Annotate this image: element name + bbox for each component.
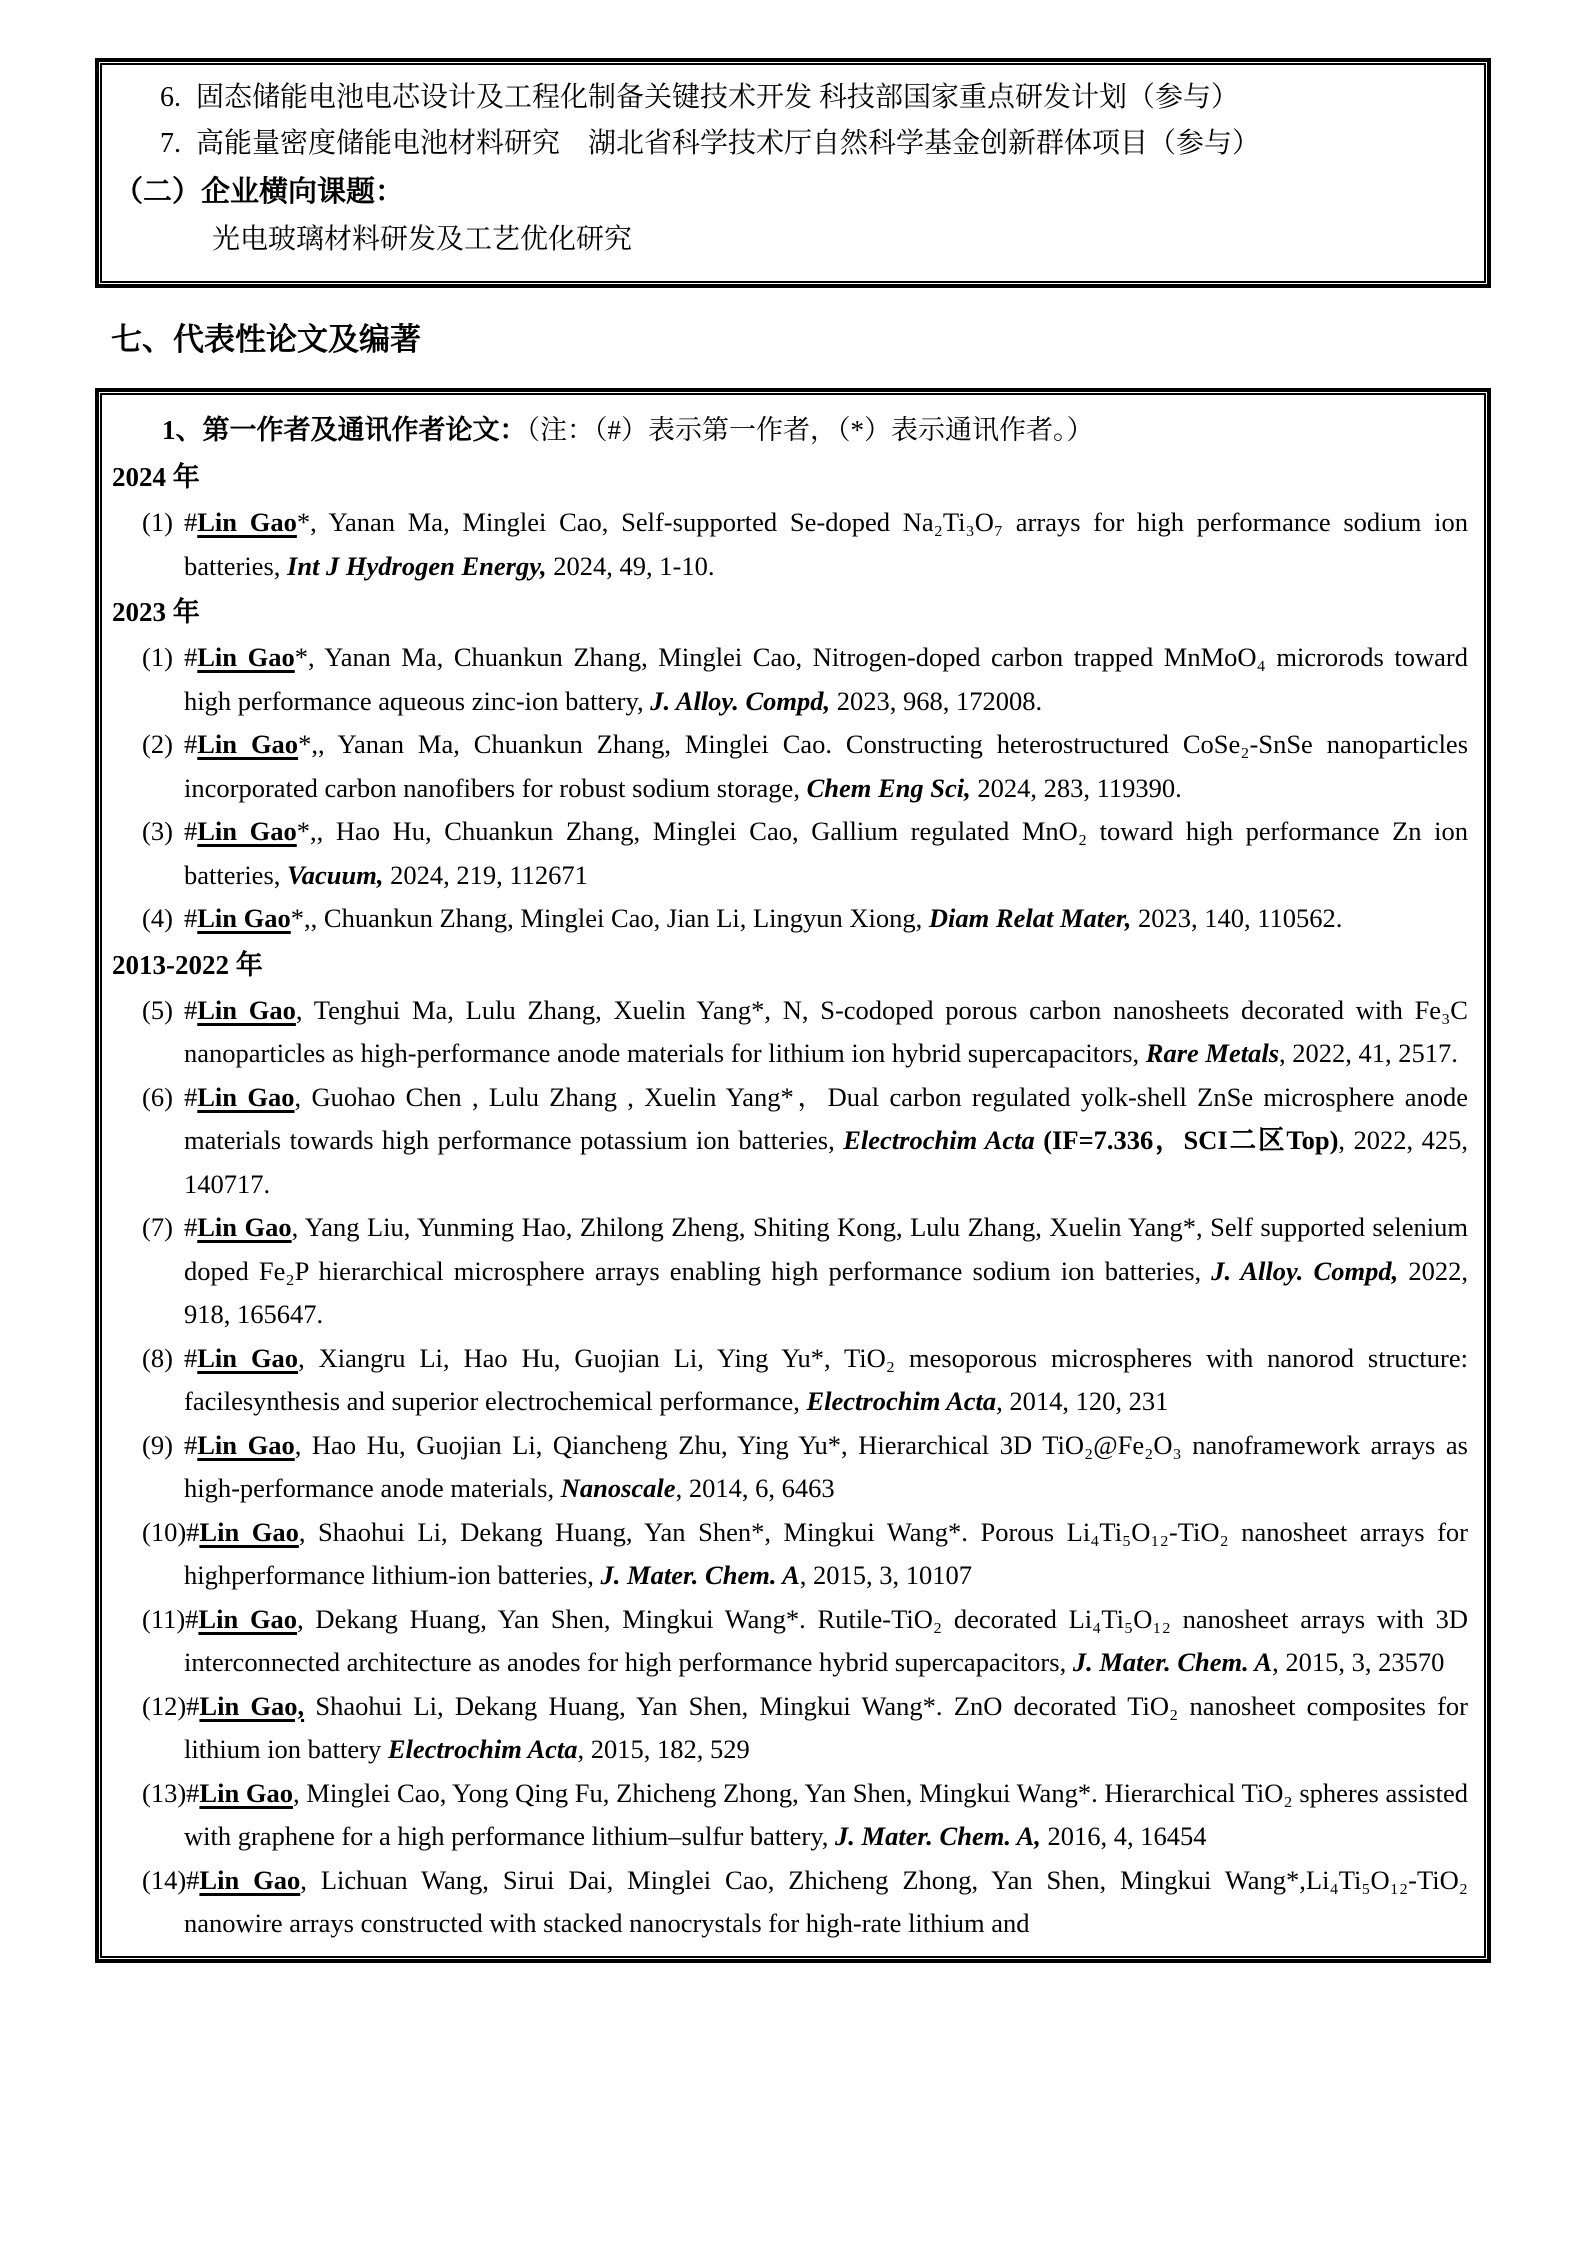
entry-text-segment: , Guohao Chen , Lulu Zhang , Xuelin Yang*，Dual carbon regulated yolk-shell ZnSe microsphere anode materials towards high performance potassium ion batteries, — [184, 1081, 1469, 1155]
entry-text-segment: J. Mater. Chem. A, — [835, 1821, 1041, 1851]
entry-text-segment: *,, Yanan Ma, Chuankun Zhang, Minglei Cao. Constructing heterostructured CoSe₂-SnSe nanoparticles incorporated carbon nanofibers for robust sodium storage, — [184, 729, 1469, 803]
entry-text-segment: Chem Eng Sci, — [806, 772, 971, 803]
entry-number: (3) — [142, 816, 173, 846]
entry-text-segment: # — [184, 903, 198, 933]
entry-text-segment: Electrochim Acta — [806, 1386, 997, 1416]
entry-text-segment: Vacuum, — [287, 859, 384, 890]
entry-text-segment: Lin Gao, — [199, 1690, 305, 1721]
entry-text-segment: 2024, 283, 119390. — [970, 772, 1182, 803]
entry-number: (7) — [142, 1212, 173, 1242]
publication-entry — [142, 1598, 1469, 1685]
publication-entry — [142, 1772, 1468, 1859]
entry-text-segment: , Minglei Cao, Yong Qing Fu, Zhicheng Zhong, Yan Shen, Mingkui Wang*. Hierarchical TiO₂ spheres assisted with graphene for a high performance lithium–sulfur battery, — [184, 1777, 1468, 1851]
entry-text-segment: , 2014, 120, 231 — [996, 1386, 1169, 1416]
entry-text-segment: Int J Hydrogen Energy, — [287, 550, 547, 581]
entry-text-segment: Lin Gao — [197, 642, 295, 672]
entry-text-segment: Lin Gao — [197, 729, 299, 759]
funding-item — [112, 121, 1470, 167]
entry-text-segment: # — [184, 507, 198, 537]
publication-entry — [142, 1337, 1468, 1424]
entry-text-segment: Diam Relat Mater, — [928, 903, 1132, 933]
publication-entry — [142, 723, 1469, 810]
entry-text-segment: , 2022, 425, 140717. — [184, 1125, 1469, 1199]
publication-header-note: （注：（#）表示第一作者，（*）表示通讯作者。） — [526, 415, 1094, 445]
publication-entry — [142, 1424, 1468, 1511]
funding-item-number: 7. — [160, 128, 181, 159]
entry-text-segment: Lin Gao — [197, 1342, 299, 1373]
entry-number: (11) — [142, 1603, 186, 1634]
entry-text-segment: Lin Gao — [197, 816, 297, 846]
funding-item-number: 6. — [160, 82, 181, 113]
entry-text-segment: # — [184, 1429, 198, 1460]
entry-text-segment: Lin Gao — [197, 1081, 295, 1112]
entry-text-segment: # — [184, 642, 198, 672]
entry-text-segment: 2024, 49, 1-10. — [546, 550, 715, 581]
entry-number: (12) — [142, 1690, 187, 1721]
entry-text-segment: , 2015, 182, 529 — [577, 1734, 750, 1764]
entry-text-segment: 2016, 4, 16454 — [1040, 1821, 1207, 1851]
entry-text-segment: Lin Gao — [199, 1864, 301, 1895]
publication-header-title: 1、第一作者及通讯作者论文： — [162, 415, 527, 445]
entry-text-segment: 2023, 140, 110562. — [1131, 903, 1343, 933]
entry-text-segment: Lin Gao — [197, 1212, 292, 1242]
entry-text-segment: # — [184, 994, 198, 1025]
entry-text-segment: # — [184, 1081, 198, 1112]
entry-text-segment: J. Alloy. Compd, — [1211, 1255, 1399, 1286]
publication-entry — [142, 1859, 1468, 1946]
publication-box — [95, 388, 1491, 1963]
entry-text-segment: , 2015, 3, 10107 — [799, 1560, 973, 1590]
entry-text-segment: Lin Gao — [197, 994, 296, 1025]
entry-text-segment: # — [184, 1212, 198, 1242]
entry-text-segment — [1035, 1125, 1044, 1155]
entry-text-segment: , Xiangru Li, Hao Hu, Guojian Li, Ying Yu*, TiO₂ mesoporous microspheres with nanorod structure: facilesynthesis and superior electrochemical performance, — [184, 1342, 1468, 1416]
entry-text-segment: Lin Gao — [197, 1429, 295, 1460]
entry-text-segment: J. Mater. Chem. A — [600, 1560, 800, 1590]
entry-text-segment: *, Yanan Ma, Chuankun Zhang, Minglei Cao, Nitrogen-doped carbon trapped MnMoO₄ microrods toward high performance aqueous zinc-ion battery, — [184, 642, 1468, 716]
publication-entry — [142, 1076, 1469, 1207]
publication-entry — [142, 501, 1468, 588]
entry-text-segment: Lin Gao — [198, 1603, 298, 1634]
entry-text-segment: 2024, 219, 112671 — [383, 859, 588, 890]
entry-text-segment: Shaohui Li, Dekang Huang, Yan Shen, Mingkui Wang*. ZnO decorated TiO₂ nanosheet composites for lithium ion battery — [184, 1690, 1469, 1764]
publication-list-header — [162, 407, 1468, 453]
entry-text-segment: , 2015, 3, 23570 — [1272, 1647, 1445, 1677]
entry-text-segment: , 2022, 41, 2517. — [1279, 1038, 1458, 1068]
entry-text-segment: (IF=7.336，SCI二区Top) — [1043, 1125, 1339, 1155]
entry-text-segment: Nanoscale — [560, 1473, 676, 1503]
entry-text-segment: *, Yanan Ma, Minglei Cao, Self-supported Se-doped Na₂Ti₃O₇ arrays for high performance sodium ion batteries, — [184, 507, 1468, 581]
entry-text-segment: # — [186, 1690, 200, 1721]
publication-entry — [142, 636, 1468, 723]
entry-text-segment: , Lichuan Wang, Sirui Dai, Minglei Cao, Zhicheng Zhong, Yan Shen, Mingkui Wang*,Li₄Ti₅O₁₂-TiO₂ nanowire arrays constructed with stacked nanocrystals for high-rate lithium and — [184, 1864, 1468, 1938]
funding-item — [112, 75, 1470, 121]
entry-number: (14) — [142, 1864, 187, 1895]
publication-entry — [142, 1511, 1469, 1598]
funding-item-text: 固态储能电池电芯设计及工程化制备关键技术开发 科技部国家重点研发计划（参与） — [196, 82, 1240, 113]
funding-box-inner — [100, 63, 1486, 283]
entry-number: (1) — [142, 507, 173, 537]
entry-text-segment: # — [186, 1864, 200, 1895]
entry-text-segment: 2022, 918, 165647. — [184, 1255, 1469, 1329]
entry-text-segment: # — [185, 1603, 199, 1634]
funding-items — [112, 75, 1470, 167]
funding-item-text: 高能量密度储能电池材料研究 湖北省科学技术厅自然科学基金创新群体项目（参与） — [196, 128, 1261, 159]
publication-groups — [112, 453, 1468, 1946]
subsection-item: 光电玻璃材料研发及工艺优化研究 — [212, 224, 633, 255]
entry-text-segment: *,, Hao Hu, Chuankun Zhang, Minglei Cao, Gallium regulated MnO₂ toward high performance Zn ion batteries, — [184, 816, 1469, 890]
section-heading: 七、代表性论文及编著 — [111, 322, 421, 357]
publication-entry — [142, 989, 1468, 1076]
entry-text-segment: , Dekang Huang, Yan Shen, Mingkui Wang*. Rutile-TiO₂ decorated Li₄Ti₅O₁₂ nanosheet arrays with 3D interconnected architecture as anodes for high performance hybrid supercapacitors, — [184, 1603, 1469, 1677]
entry-text-segment: # — [184, 816, 198, 846]
publication-entry — [142, 1206, 1469, 1337]
entry-text-segment: Lin Gao — [199, 1516, 299, 1547]
entry-text-segment: Lin Gao — [197, 507, 297, 537]
publication-box-inner — [100, 393, 1486, 1958]
entry-text-segment: # — [186, 1777, 200, 1808]
subsection-heading: （二）企业横向课题： — [114, 176, 405, 208]
entry-number: (13) — [142, 1777, 187, 1808]
entry-number: (9) — [142, 1429, 173, 1460]
entry-text-segment: , Yang Liu, Yunming Hao, Zhilong Zheng, Shiting Kong, Lulu Zhang, Xuelin Yang*, Self supported selenium doped Fe₂P hierarchical microsphere arrays enabling high performance sodium ion batteries, — [184, 1212, 1468, 1286]
funding-box — [95, 58, 1491, 288]
publication-entry — [142, 1685, 1469, 1772]
entry-text-segment: J. Mater. Chem. A — [1072, 1647, 1273, 1677]
entry-text-segment: J. Alloy. Compd, — [650, 685, 831, 716]
entry-text-segment: Lin Gao — [197, 903, 291, 933]
entry-text-segment: # — [184, 729, 198, 759]
entry-number: (5) — [142, 994, 173, 1025]
entry-text-segment: *,, Chuankun Zhang, Minglei Cao, Jian Li, Lingyun Xiong, — [290, 903, 929, 933]
entry-text-segment: # — [184, 1342, 198, 1373]
publication-entry — [142, 810, 1469, 897]
year-label: 2024 年 — [112, 462, 200, 492]
entry-number: (10) — [142, 1516, 187, 1547]
entry-text-segment: , 2014, 6, 6463 — [675, 1473, 835, 1503]
publication-entry — [142, 897, 1468, 941]
entry-text-segment: , Tenghui Ma, Lulu Zhang, Xuelin Yang*, N, S-codoped porous carbon nanosheets decorated with Fe₃C nanoparticles as high-performance anode materials for lithium ion hybrid supercapacitors, — [184, 994, 1468, 1068]
entry-text-segment: , Hao Hu, Guojian Li, Qiancheng Zhu, Ying Yu*, Hierarchical 3D TiO₂@Fe₂O₃ nanoframework arrays as high-performance anode materials, — [184, 1429, 1468, 1503]
year-label: 2013-2022 年 — [112, 949, 263, 980]
entry-text-segment: 2023, 968, 172008. — [830, 685, 1043, 716]
entry-text-segment: , Shaohui Li, Dekang Huang, Yan Shen*, Mingkui Wang*. Porous Li₄Ti₅O₁₂-TiO₂ nanosheet arrays for highperformance lithium-ion batteries, — [184, 1516, 1469, 1590]
entry-text-segment: # — [186, 1516, 200, 1547]
entry-text-segment: Lin Gao — [199, 1777, 294, 1808]
entry-text-segment: Electrochim Acta — [843, 1125, 1035, 1155]
entry-text-segment: Electrochim Acta — [387, 1734, 578, 1764]
entry-number: (6) — [142, 1081, 173, 1112]
entry-text-segment: Rare Metals — [1145, 1038, 1280, 1068]
entry-number: (4) — [142, 903, 173, 933]
entry-number: (1) — [142, 642, 173, 672]
year-label: 2023 年 — [112, 597, 200, 627]
entry-number: (2) — [142, 729, 173, 759]
entry-number: (8) — [142, 1342, 173, 1373]
